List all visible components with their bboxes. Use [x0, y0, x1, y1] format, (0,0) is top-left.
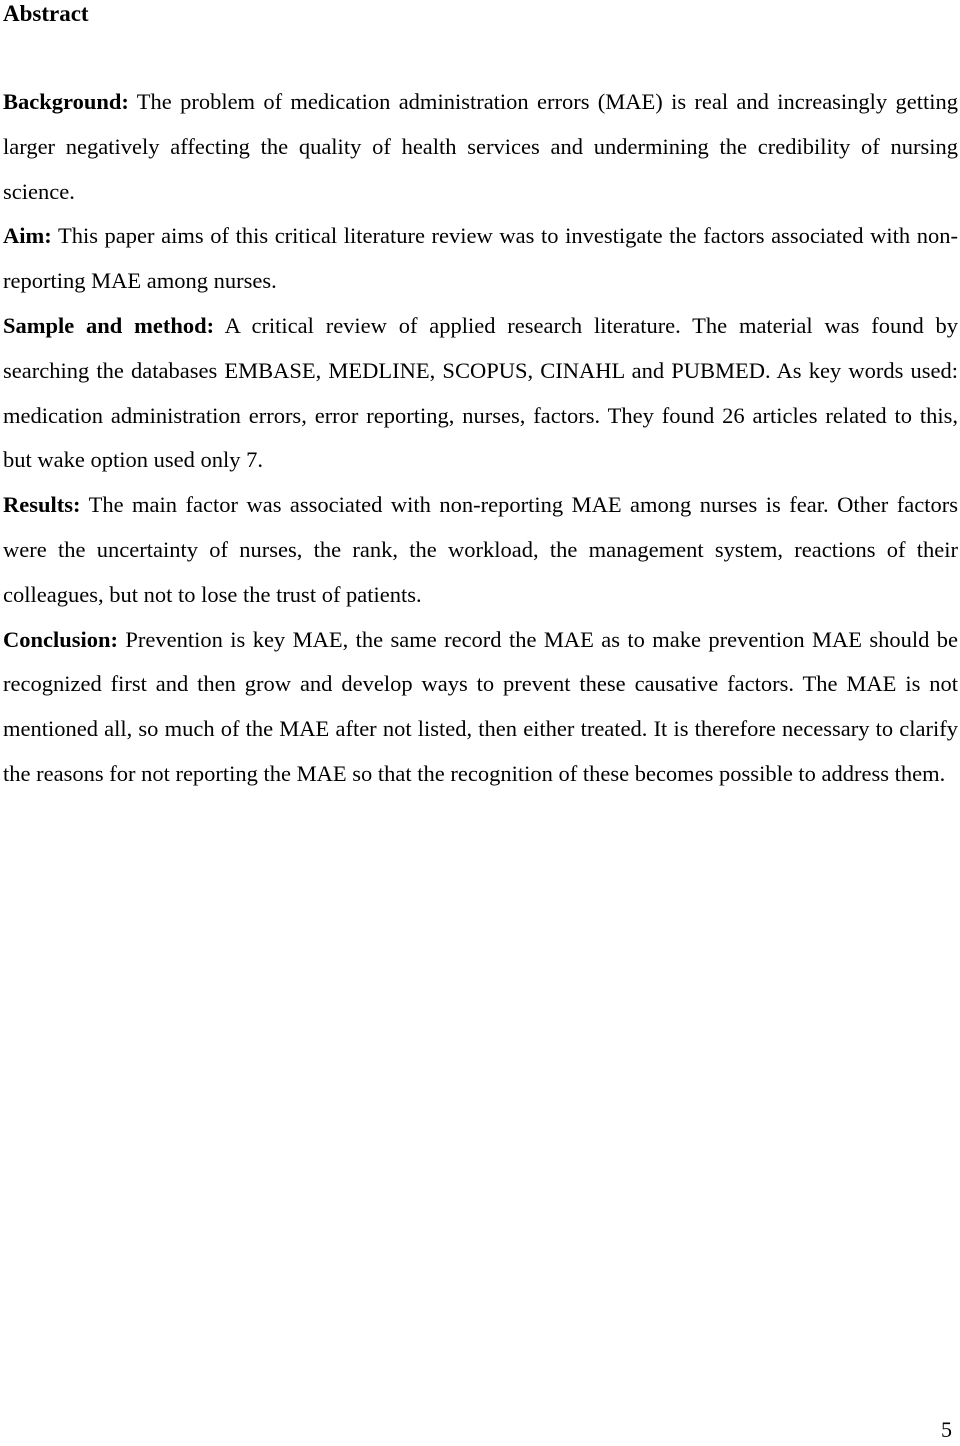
sample-method-label: Sample and method: [3, 312, 215, 338]
sample-method-text: A critical review of applied research literature. The material was found by searching the databases EMBASE, MEDLINE, SCOPUS, CINAHL and PUBMED. As key words used: medication administration errors, error reporting, nurses, factors. They found 26 articles related to this, but wake option used only 7. [3, 312, 959, 473]
abstract-heading: Abstract [3, 1, 89, 26]
aim-text: This paper aims of this critical literature review was to investigate the factors associated with non-reporting MAE among nurses. [3, 223, 958, 294]
aim-label: Aim: [3, 223, 52, 249]
conclusion-text: Prevention is key MAE, the same record the MAE as to make prevention MAE should be recognized first and then grow and develop ways to prevent these causative factors. The MAE is not mentioned all, so much of the MAE after not listed, then either treated. It is therefore necessary to clarify the reasons for not reporting the MAE so that the recognition of these becomes possible to address them. [3, 626, 958, 786]
results-label: Results: [3, 492, 81, 518]
background-text: The problem of medication administration errors (MAE) is real and increasingly getting larger negatively affecting the quality of health services and undermining the credibility of nursing science. [3, 89, 958, 204]
background-label: Background: [3, 89, 129, 114]
background-paragraph [3, 80, 958, 214]
results-text: The main factor was associated with non-reporting MAE among nurses is fear. Other factors were the uncertainty of nurses, the rank, the workload, the management system, reactions of their colleagues, but not to lose the trust of patients. [3, 492, 958, 607]
abstract-body [3, 80, 958, 797]
results-paragraph [3, 483, 958, 617]
sample-method-paragraph [3, 304, 958, 483]
page-number: 5 [941, 1417, 952, 1442]
conclusion-paragraph [3, 618, 958, 797]
aim-paragraph [3, 214, 958, 304]
conclusion-label: Conclusion: [3, 626, 119, 652]
